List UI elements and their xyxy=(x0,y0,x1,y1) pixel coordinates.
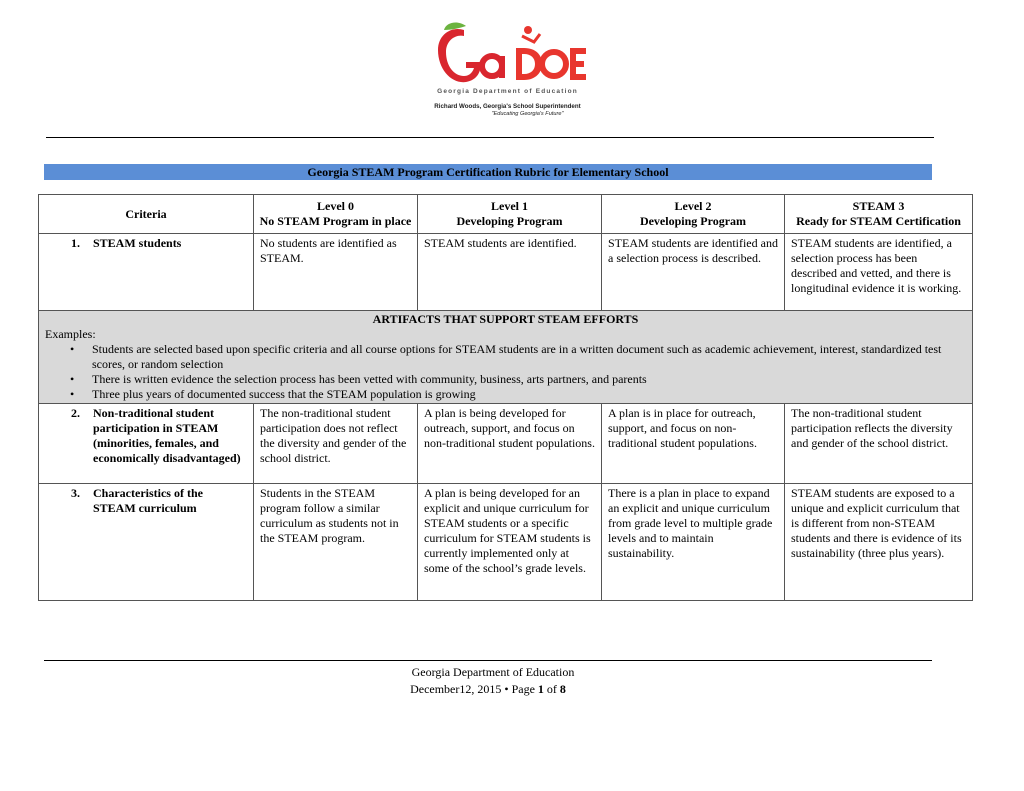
list-item: • There is written evidence the selection process has been vetted with community, business, arts partners, and parents xyxy=(45,372,966,387)
footer-divider xyxy=(44,660,932,661)
level-2-cell: There is a plan in place to expand an explicit and unique curriculum from grade level to multiple grade levels and to maintain sustainability. xyxy=(602,484,785,601)
footer-org: Georgia Department of Education xyxy=(411,665,575,679)
header-row xyxy=(39,195,973,234)
header-level-1: Level 1 Developing Program xyxy=(418,195,602,234)
criteria-cell: 2. Non-traditional student participation in STEAM (minorities, females, and economically disadvantaged) xyxy=(39,404,254,484)
criteria-cell: 3. Characteristics of the STEAM curriculum xyxy=(39,484,254,601)
logo-motto: "Educating Georgia's Future" xyxy=(491,111,564,117)
level-1-cell: A plan is being developed for outreach, support, and focus on non-traditional student populations. xyxy=(418,404,602,484)
header-criteria: Criteria xyxy=(39,195,254,234)
level-1-cell: STEAM students are identified. xyxy=(418,234,602,311)
level-1-cell: A plan is being developed for an explicit and unique curriculum for STEAM students or a specific curriculum for STEAM students is currently implemented only at some of the school’s grade levels. xyxy=(418,484,602,601)
list-item: • Three plus years of documented success that the STEAM population is growing xyxy=(45,387,966,402)
header-level-0: Level 0 No STEAM Program in place xyxy=(254,195,418,234)
table-row xyxy=(39,484,973,601)
rubric-title-banner: Georgia STEAM Program Certification Rubric for Elementary School xyxy=(44,164,932,180)
header-level-2: Level 2 Developing Program xyxy=(602,195,785,234)
footer-page-label: Page xyxy=(511,682,535,696)
logo-superintendent: Richard Woods, Georgia's School Superintendent xyxy=(434,103,581,110)
footer-page-info xyxy=(0,682,976,697)
steam-3-cell: STEAM students are exposed to a unique and explicit curriculum that is different from non-STEAM students and there is evidence of its sustainability (three plus years). xyxy=(785,484,973,601)
header-steam-3: STEAM 3 Ready for STEAM Certification xyxy=(785,195,973,234)
footer-of-label: of xyxy=(546,682,557,696)
artifacts-cell xyxy=(39,311,973,404)
table-row xyxy=(39,234,973,311)
level-0-cell: Students in the STEAM program follow a similar curriculum as students not in the STEAM program. xyxy=(254,484,418,601)
artifacts-list xyxy=(45,342,966,402)
level-2-cell: STEAM students are identified and a selection process is described. xyxy=(602,234,785,311)
examples-label: Examples: xyxy=(45,327,96,341)
gadoe-logo xyxy=(420,20,595,124)
artifacts-title: ARTIFACTS THAT SUPPORT STEAM EFFORTS xyxy=(372,312,639,326)
footer-total-pages: 8 xyxy=(559,682,566,696)
rubric-table xyxy=(38,194,973,601)
footer-separator: • xyxy=(504,682,509,696)
table-row xyxy=(39,404,973,484)
artifacts-row xyxy=(39,311,973,404)
footer-date: December12, 2015 xyxy=(410,682,502,696)
footer-page-number: 1 xyxy=(537,682,544,696)
level-0-cell: The non-traditional student participation does not reflect the diversity and gender of the school district. xyxy=(254,404,418,484)
logo-department: Georgia Department of Education xyxy=(437,88,578,95)
list-item: • Students are selected based upon specific criteria and all course options for STEAM students are in a written document such as academic achievement, interest, standardized test scores, or random selection xyxy=(45,342,966,372)
steam-3-cell: STEAM students are identified, a selection process has been described and vetted, and there is longitudinal evidence it is working. xyxy=(785,234,973,311)
steam-3-cell: The non-traditional student participation reflects the diversity and gender of the school district. xyxy=(785,404,973,484)
criteria-cell: 1. STEAM students xyxy=(39,234,254,311)
level-2-cell: A plan is in place for outreach, support, and focus on non-traditional student populations. xyxy=(602,404,785,484)
gadoe-wordmark-icon xyxy=(430,20,590,88)
header-divider xyxy=(46,137,934,138)
level-0-cell: No students are identified as STEAM. xyxy=(254,234,418,311)
